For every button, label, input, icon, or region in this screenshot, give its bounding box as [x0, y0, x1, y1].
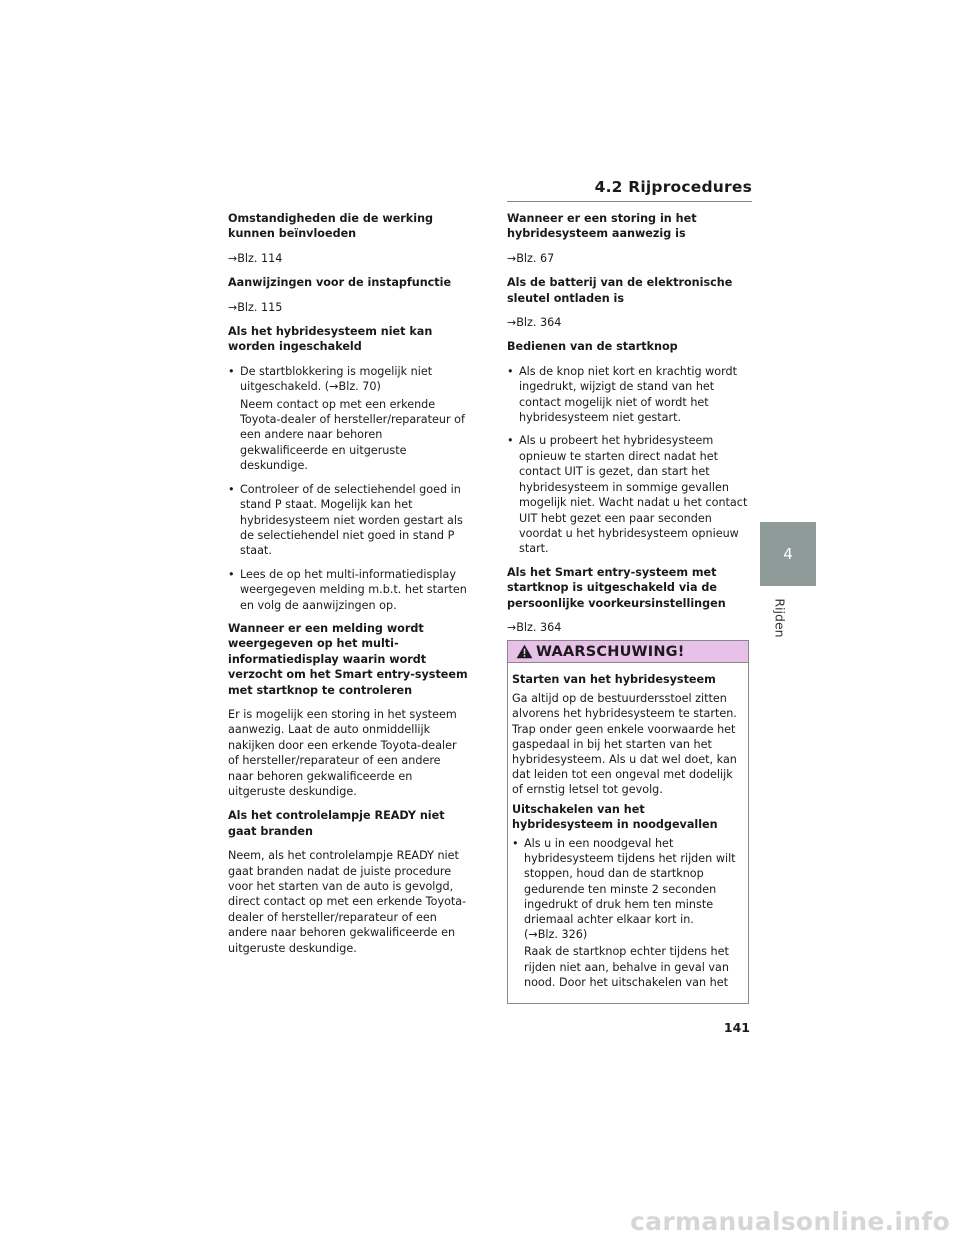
bullet-icon: •: [507, 434, 514, 448]
heading-conditions: Omstandigheden die de werking kunnen beïnvloeden: [228, 212, 434, 241]
right-column: [507, 211, 752, 644]
page-reference[interactable]: →Blz. 364: [507, 316, 562, 330]
heading-ready-lamp: Als het controlelampje READY niet gaat branden: [228, 809, 445, 838]
header-divider: [507, 201, 752, 202]
bullet-icon: •: [512, 837, 519, 851]
list-item: • Als u probeert het hybridesysteem opnieuw te starten direct nadat het contact UIT is gezet, dan start het hybridesysteem in sommige gevallen mogelijk niet. Wacht nadat u het contact UIT hebt gezet een paar seconden voordat u het hybridesysteem opnieuw start.: [507, 434, 748, 556]
warning-heading-start: Starten van het hybridesysteem: [512, 673, 716, 686]
heading-cannot-start: Als het hybridesysteem niet kan worden ingeschakeld: [228, 325, 433, 354]
heading-entry-function: Aanwijzingen voor de instapfunctie: [228, 276, 452, 290]
list-item: • Lees de op het multi-informatiedisplay weergegeven melding m.b.t. het starten en volg de aanwijzingen op.: [228, 567, 467, 612]
heading-smart-entry-disabled: Als het Smart entry-systeem met startknop is uitgeschakeld via de persoonlijke voorkeursinstellingen: [507, 565, 726, 610]
arrow-icon: →: [228, 251, 238, 265]
arrow-icon: →: [507, 620, 517, 634]
bullet-icon: •: [507, 364, 514, 378]
heading-smart-entry-message: Wanneer er een melding wordt weergegeven op het multi-informatiedisplay waarin wordt verzocht om het Smart entry-systeem met startknop te controleren: [228, 621, 468, 697]
warning-header: [508, 641, 748, 663]
warning-body: [508, 663, 748, 990]
bullet-icon: •: [228, 482, 235, 496]
watermark: carmanualsonline.info: [630, 1207, 950, 1236]
page-reference[interactable]: →Blz. 114: [228, 251, 283, 265]
arrow-icon: →: [507, 316, 517, 330]
chapter-tab[interactable]: [760, 522, 816, 586]
paragraph: Er is mogelijk een storing in het systeem aanwezig. Laat de auto onmiddellijk nakijken door een erkende Toyota-dealer of hersteller/reparateur of een andere naar behoren gekwalificeerde en uitgeruste deskundige.: [228, 707, 457, 798]
warning-heading-emergency: Uitschakelen van het hybridesysteem in noodgevallen: [512, 802, 718, 831]
chapter-number: 4: [783, 545, 793, 563]
list-item-continuation: Raak de startknop echter tijdens het rijden niet aan, behalve in geval van nood. Door het uitschakelen van het: [524, 945, 729, 989]
warning-box: [507, 640, 749, 1004]
page-reference[interactable]: →Blz. 115: [228, 300, 283, 314]
heading-start-button: Bedienen van de startknop: [507, 340, 678, 354]
bullet-icon: •: [228, 567, 235, 581]
arrow-icon: →: [329, 380, 339, 394]
section-title: 4.2 Rijprocedures: [594, 178, 752, 196]
arrow-icon: →: [507, 251, 517, 265]
page-number: 141: [723, 1020, 750, 1035]
list-item-continuation: Neem contact op met een erkende Toyota-dealer of hersteller/reparateur of een andere naar behoren gekwalificeerde en uitgeruste deskundige.: [240, 397, 465, 473]
left-column: [228, 211, 468, 965]
heading-key-battery: Als de batterij van de elektronische sleutel ontladen is: [507, 276, 733, 305]
list-item: • De startblokkering is mogelijk niet uitgeschakeld. (→Blz. 70) Neem contact op met een erkende Toyota-dealer of hersteller/reparateur of een andere naar behoren gekwalificeerde en uitgeruste deskundige.: [228, 364, 468, 474]
list-item: • Als u in een noodgeval het hybridesysteem tijdens het rijden wilt stoppen, houd dan de startknop gedurende ten minste 2 seconden ingedrukt of druk hem ten minste driemaal achter elkaar kort in. (→Blz. 326) Raak de startknop echter tijdens het rijden niet aan, behalve in geval van nood. Door het uitschakelen van het: [512, 836, 744, 990]
list-item: • Als de knop niet kort en krachtig wordt ingedrukt, wijzigt de stand van het contact mogelijk niet of wordt het hybridesysteem niet gestart.: [507, 364, 737, 425]
bullet-icon: •: [228, 364, 235, 378]
warning-title: WAARSCHUWING!: [536, 643, 685, 660]
warning-icon: [516, 644, 533, 659]
paragraph: Neem, als het controlelampje READY niet gaat branden nadat de juiste procedure voor het starten van de auto is gevolgd, direct contact op met een erkende Toyota-dealer of hersteller/reparateur of een andere naar behoren gekwalificeerde en uitgeruste deskundige.: [228, 849, 467, 955]
page-reference[interactable]: →Blz. 364: [507, 620, 562, 634]
arrow-icon: →: [228, 300, 238, 314]
list-item: • Controleer of de selectiehendel goed in stand P staat. Mogelijk kan het hybridesysteem niet worden gestart als de selectiehendel niet goed in stand P staat.: [228, 482, 463, 558]
heading-hybrid-malfunction: Wanneer er een storing in het hybridesysteem aanwezig is: [507, 212, 697, 241]
chapter-label: Rijden: [772, 598, 788, 638]
page-reference[interactable]: →Blz. 67: [507, 251, 555, 265]
page-reference[interactable]: Blz. 326): [537, 928, 588, 942]
arrow-icon: →: [528, 928, 538, 942]
page-reference[interactable]: Blz. 70): [338, 380, 381, 394]
warning-paragraph: Ga altijd op de bestuurdersstoel zitten alvorens het hybridesysteem te starten. Trap onder geen enkele voorwaarde het gaspedaal in bij het starten van het hybridesysteem. Als u dat wel doet, kan dat leiden tot een ongeval met dodelijk of ernstig letsel tot gevolg.: [512, 692, 737, 797]
